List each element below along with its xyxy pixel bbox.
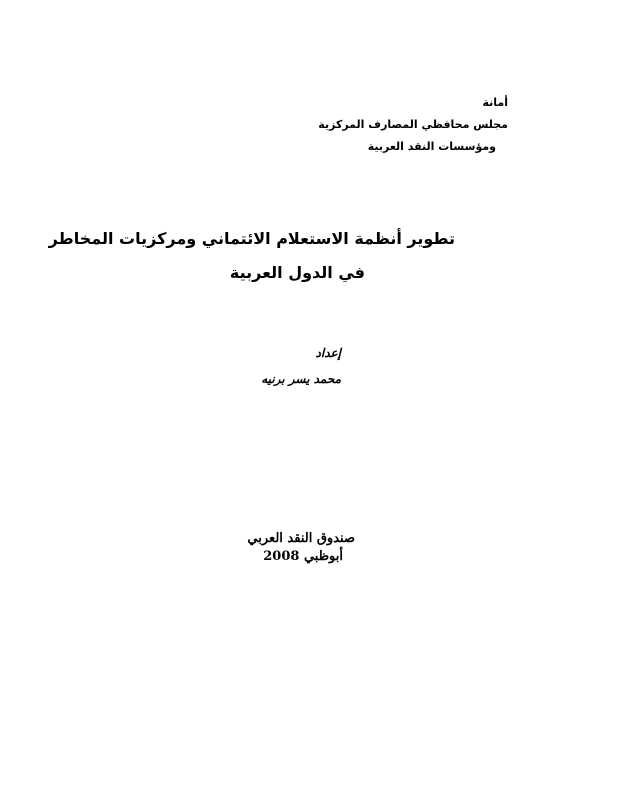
publisher-block: [247, 530, 355, 566]
secretariat-block: [318, 92, 508, 158]
author-name: محمد يسر برنيه: [261, 372, 341, 386]
author-block: [261, 340, 341, 392]
secretariat-institutions: ومؤسسات النقد العربية: [367, 140, 496, 153]
prepared-by-label: إعداد: [315, 346, 341, 360]
document-title: [49, 222, 455, 290]
title-line-2: في الدول العربية: [229, 263, 365, 282]
publisher-name: صندوق النقد العربي: [247, 531, 355, 546]
title-line-1: تطوير أنظمة الاستعلام الائتماني ومركزيات المخاطر: [48, 229, 455, 248]
secretariat-council: مجلس محافظي المصارف المركزية: [318, 118, 508, 131]
publisher-place-year: أبوظبي 2008: [263, 549, 343, 564]
secretariat-heading: أمانة: [482, 96, 508, 109]
